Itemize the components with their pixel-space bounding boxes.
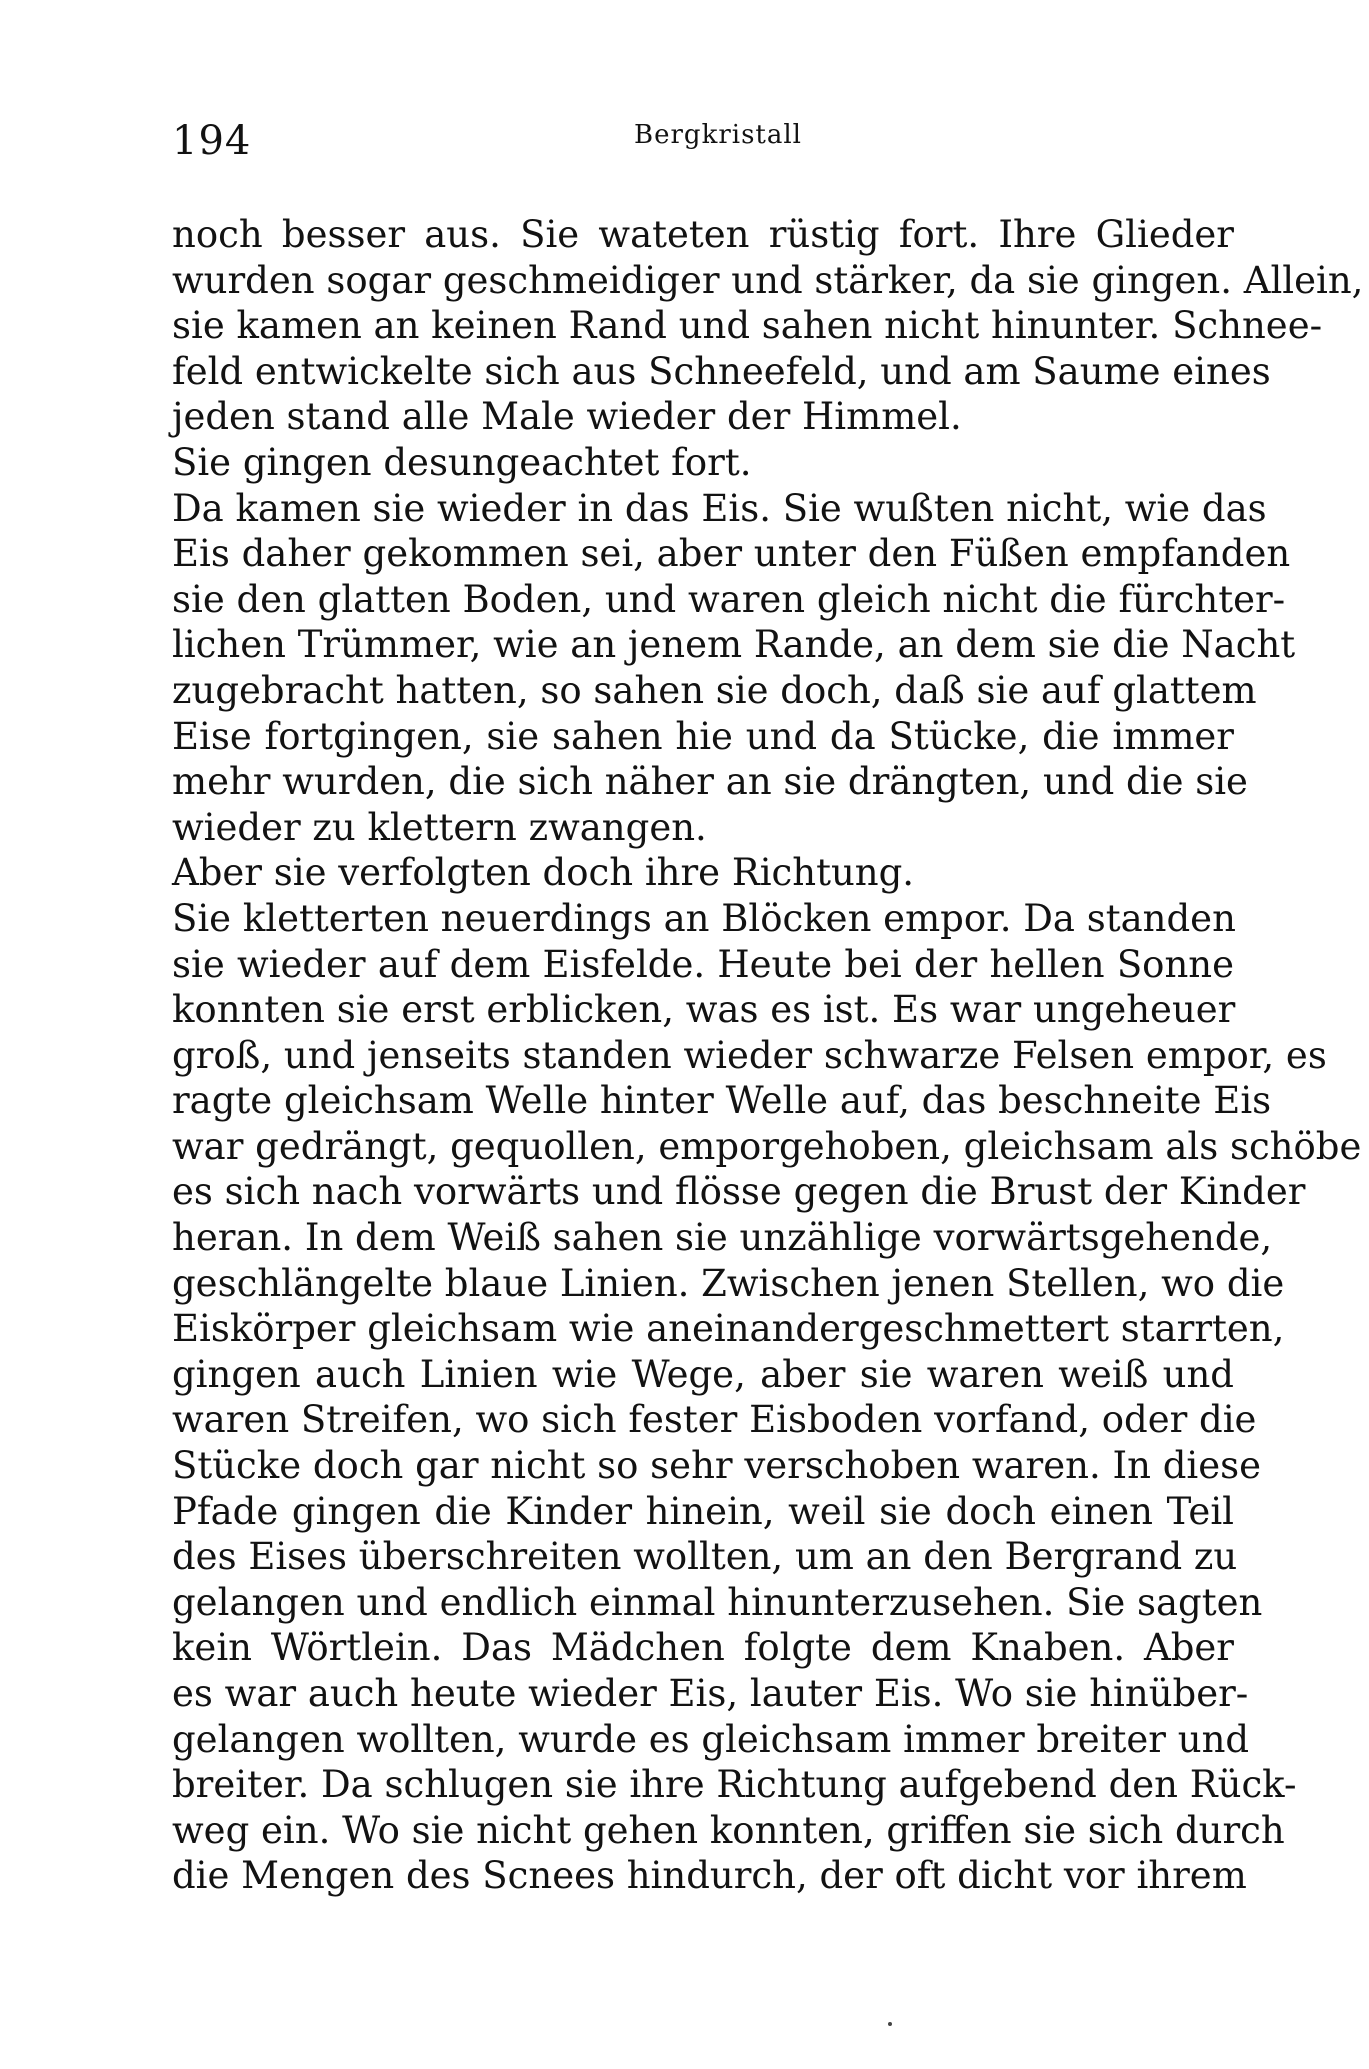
text-line: Eise fortgingen, sie sahen hie und da Stücke, die immer — [172, 714, 1234, 758]
text-line: gelangen wollten, wurde es gleichsam immer breiter und — [172, 1717, 1250, 1761]
text-line: Stücke doch gar nicht so sehr verschoben waren. In diese — [172, 1444, 1261, 1488]
page-number: 194 — [172, 118, 252, 164]
text-line: Eis daher gekommen sei, aber unter den Füßen empfanden — [172, 532, 1291, 576]
text-line: gingen auch Linien wie Wege, aber sie waren weiß und — [172, 1352, 1234, 1396]
text-line: weg ein. Wo sie nicht gehen konnten, griffen sie sich durch — [172, 1808, 1285, 1852]
text-line: noch besser aus. Sie wateten rüstig fort. Ihre Glieder — [172, 213, 1234, 256]
text-line: sie den glatten Boden, und waren gleich nicht die fürchter- — [172, 577, 1286, 621]
running-header: Bergkristall — [634, 120, 802, 150]
text-line: lichen Trümmer, wie an jenem Rande, an dem sie die Nacht — [172, 623, 1296, 667]
text-line: des Eises überschreiten wollten, um an den Bergrand zu — [172, 1535, 1238, 1579]
text-line: sie wieder auf dem Eisfelde. Heute bei der hellen Sonne — [172, 942, 1234, 986]
text-line: wieder zu klettern zwangen. — [172, 805, 707, 849]
text-line: gelangen und endlich einmal hinunterzusehen. Sie sagten — [172, 1580, 1263, 1624]
text-line: heran. In dem Weiß sahen sie unzählige vorwärtsgehende, — [172, 1216, 1273, 1260]
text-line: Sie gingen desungeachtet fort. — [172, 440, 752, 484]
text-line: wurden sogar geschmeidiger und stärker, da sie gingen. Allein, — [172, 258, 1364, 302]
text-line: breiter. Da schlugen sie ihre Richtung aufgebend den Rück- — [172, 1763, 1297, 1807]
text-line: die Mengen des Scnees hindurch, der oft dicht vor ihrem — [172, 1854, 1247, 1898]
text-line: es sich nach vorwärts und flösse gegen die Brust der Kinder — [172, 1170, 1306, 1214]
text-line: Da kamen sie wieder in das Eis. Sie wußten nicht, wie das — [172, 486, 1267, 530]
text-line: mehr wurden, die sich näher an sie drängten, und die sie — [172, 760, 1248, 804]
text-line: ragte gleichsam Welle hinter Welle auf, das beschneite Eis — [172, 1079, 1272, 1123]
text-line: geschlängelte blaue Linien. Zwischen jenen Stellen, wo die — [172, 1261, 1285, 1305]
text-line: kein Wörtlein. Das Mädchen folgte dem Knaben. Aber — [172, 1626, 1234, 1670]
text-line: groß, und jenseits standen wieder schwarze Felsen empor, es — [172, 1033, 1327, 1077]
text-line: jeden stand alle Male wieder der Himmel. — [172, 395, 962, 439]
text-line: Pfade gingen die Kinder hinein, weil sie doch einen Teil — [172, 1489, 1234, 1533]
text-line: es war auch heute wieder Eis, lauter Eis. Wo sie hinüber- — [172, 1672, 1249, 1715]
text-line: Sie kletterten neuerdings an Blöcken empor. Da standen — [172, 896, 1236, 940]
text-line: konnten sie erst erblicken, was es ist. Es war ungeheuer — [172, 988, 1236, 1032]
text-line: sie kamen an keinen Rand und sahen nicht hinunter. Schnee- — [172, 304, 1323, 348]
print-speck — [888, 2022, 892, 2026]
text-line: zugebracht hatten, so sahen sie doch, daß sie auf glattem — [172, 668, 1257, 712]
text-line: Aber sie verfolgten doch ihre Richtung. — [172, 851, 915, 895]
text-line: Eiskörper gleichsam wie aneinandergeschmettert starrten, — [172, 1307, 1285, 1351]
body-text — [172, 212, 1364, 1899]
text-line: war gedrängt, gequollen, emporgehoben, gleichsam als schöbe — [172, 1124, 1362, 1168]
text-line: feld entwickelte sich aus Schneefeld, und am Saume eines — [172, 349, 1271, 393]
text-line: waren Streifen, wo sich fester Eisboden vorfand, oder die — [172, 1398, 1257, 1442]
